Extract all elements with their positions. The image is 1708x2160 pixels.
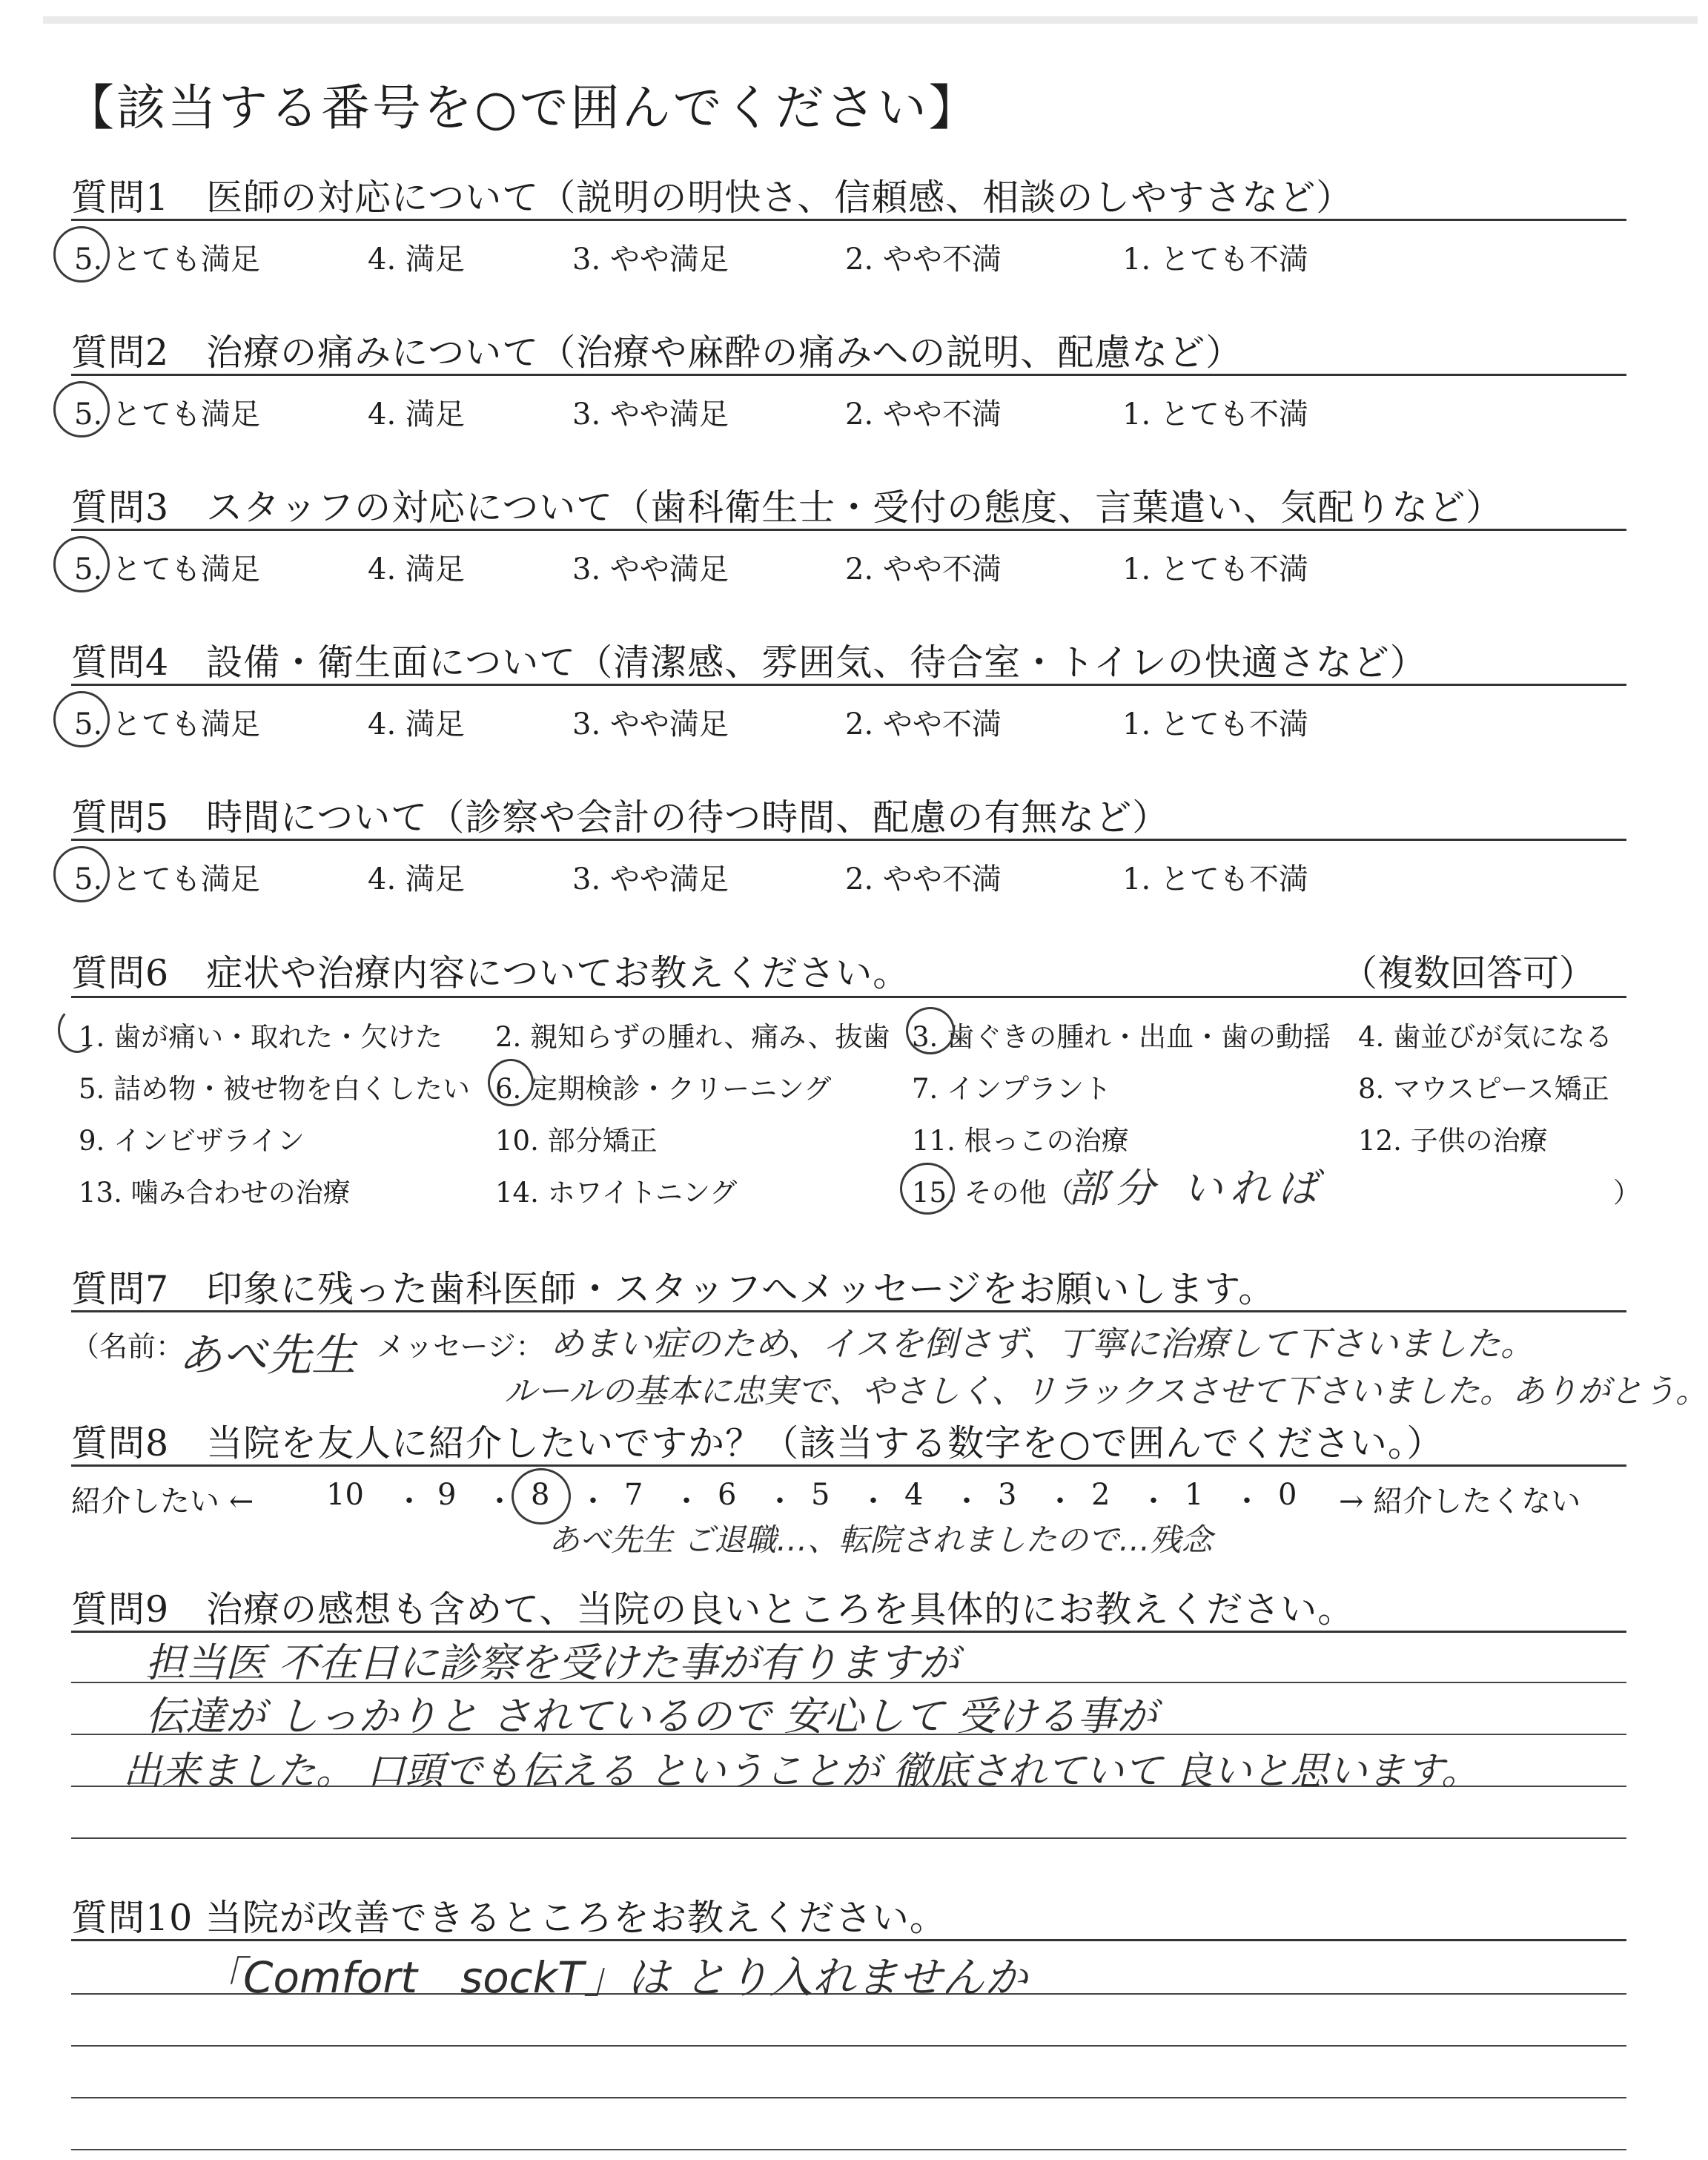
q9-writing-line <box>71 1837 1626 1839</box>
q2-option-5[interactable]: 5. とても満足 <box>74 397 260 432</box>
scan-top-edge <box>43 16 1698 24</box>
q10-writing-line <box>71 2149 1626 2150</box>
q6-selection-1-mark <box>58 1007 96 1053</box>
q5-option-3[interactable]: 3. やや満足 <box>572 862 729 896</box>
q1-option-2[interactable]: 2. やや不満 <box>845 242 1002 277</box>
question-4-rule <box>71 684 1626 686</box>
question-1-rule <box>71 219 1626 221</box>
q1-option-1[interactable]: 1. とても不満 <box>1122 242 1308 277</box>
q8-scale-dot: ・ <box>485 1484 514 1519</box>
question-8-title: 質問8 当院を友人に紹介したいですか？（該当する数字を○で囲んでください。） <box>71 1422 1444 1464</box>
q8-scale-10[interactable]: 10 <box>326 1478 364 1512</box>
q4-option-2[interactable]: 2. やや不満 <box>845 707 1002 742</box>
q8-scale-5[interactable]: 5 <box>811 1478 830 1512</box>
q6-option-1[interactable]: 1. 歯が痛い・取れた・欠けた <box>79 1021 443 1053</box>
q6-option-8[interactable]: 8. マウスピース矯正 <box>1358 1073 1609 1105</box>
question-3-rule <box>71 529 1626 531</box>
q6-other-close-paren: ） <box>1613 1177 1641 1209</box>
question-6-rule <box>71 996 1626 998</box>
q8-scale-dot: ・ <box>394 1484 424 1519</box>
q6-option-14[interactable]: 14. ホワイトニング <box>495 1177 738 1209</box>
question-9-title: 質問9 治療の感想も含めて、当院の良いところを具体的にお教えください。 <box>71 1588 1355 1631</box>
q8-scale-2[interactable]: 2 <box>1091 1478 1110 1512</box>
q6-selection-6-circle <box>488 1059 534 1106</box>
q8-scale-9[interactable]: 9 <box>437 1478 457 1512</box>
q8-scale-3[interactable]: 3 <box>998 1478 1017 1512</box>
q6-option-15[interactable]: 15. その他（ <box>912 1177 1074 1209</box>
q8-scale-dot: ・ <box>765 1484 795 1519</box>
q3-selection-circle <box>53 536 110 592</box>
question-4-title: 質問4 設備・衛生面について（清潔感、雰囲気、待合室・トイレの快適さなど） <box>71 641 1427 684</box>
q4-option-3[interactable]: 3. やや満足 <box>572 707 729 742</box>
q8-scale-dot: ・ <box>858 1484 888 1519</box>
q6-option-7[interactable]: 7. インプラント <box>912 1073 1112 1105</box>
q6-option-3[interactable]: 3. 歯ぐきの腫れ・出血・歯の動揺 <box>912 1021 1331 1053</box>
q6-option-2[interactable]: 2. 親知らずの腫れ、痛み、抜歯 <box>495 1021 890 1053</box>
q4-option-1[interactable]: 1. とても不満 <box>1122 707 1308 742</box>
q8-scale-4[interactable]: 4 <box>904 1478 924 1512</box>
q4-selection-circle <box>53 691 110 747</box>
q6-option-10[interactable]: 10. 部分矯正 <box>495 1125 658 1157</box>
q6-option-12[interactable]: 12. 子供の治療 <box>1358 1125 1548 1157</box>
q8-scale-1[interactable]: 1 <box>1185 1478 1204 1512</box>
question-10-title: 質問10 当院が改善できるところをお教えください。 <box>71 1897 947 1939</box>
question-1-title: 質問1 医師の対応について（説明の明快さ、信頼感、相談のしやすさなど） <box>71 176 1354 219</box>
question-5-rule <box>71 839 1626 841</box>
q1-selection-circle <box>53 226 110 283</box>
question-6-note: （複数回答可） <box>1340 952 1595 994</box>
q5-option-2[interactable]: 2. やや不満 <box>845 862 1002 896</box>
q4-option-5[interactable]: 5. とても満足 <box>74 707 260 742</box>
q7-message-line-1: めまい症のため、イスを倒さず、丁寧に治療して下さいました。 <box>550 1324 1535 1364</box>
q6-other-handwritten: 部分 いれば <box>1068 1165 1325 1212</box>
q6-selection-15-circle <box>900 1163 955 1215</box>
q8-scale-dot: ・ <box>952 1484 982 1519</box>
q3-option-2[interactable]: 2. やや不満 <box>845 552 1002 587</box>
q3-option-5[interactable]: 5. とても満足 <box>74 552 260 587</box>
q3-option-3[interactable]: 3. やや満足 <box>572 552 729 587</box>
question-2-title: 質問2 治療の痛みについて（治療や麻酔の痛みへの説明、配慮など） <box>71 331 1243 374</box>
q10-writing-line <box>71 2045 1626 2047</box>
q2-option-3[interactable]: 3. やや満足 <box>572 397 729 432</box>
q8-scale-dot: ・ <box>1232 1484 1262 1519</box>
q8-scale-dot: ・ <box>1139 1484 1168 1519</box>
q1-option-5[interactable]: 5. とても満足 <box>74 242 260 277</box>
question-2-rule <box>71 374 1626 376</box>
q7-name-label: （名前： <box>71 1330 185 1363</box>
q6-option-13[interactable]: 13. 噛み合わせの治療 <box>79 1177 351 1209</box>
q8-handwritten-note: あべ先生 ご退職…、転院されましたので…残念 <box>549 1522 1213 1558</box>
question-7-title: 質問7 印象に残った歯科医師・スタッフへメッセージをお願いします。 <box>71 1268 1276 1310</box>
q4-option-4[interactable]: 4. 満足 <box>368 707 465 742</box>
q6-option-4[interactable]: 4. 歯並びが気になる <box>1358 1021 1613 1053</box>
q5-option-4[interactable]: 4. 満足 <box>368 862 465 896</box>
q5-option-5[interactable]: 5. とても満足 <box>74 862 260 896</box>
q6-option-5[interactable]: 5. 詰め物・被せ物を白くしたい <box>79 1073 471 1105</box>
q6-option-11[interactable]: 11. 根っこの治療 <box>912 1125 1129 1157</box>
q5-selection-circle <box>53 846 110 902</box>
q2-selection-circle <box>53 381 110 437</box>
q1-option-4[interactable]: 4. 満足 <box>368 242 465 277</box>
q9-handwritten-line-3: 出来ました。 口頭でも伝える ということが 徹底されていて 良いと思います。 <box>123 1749 1480 1794</box>
q8-scale-8[interactable]: 8 <box>531 1478 550 1512</box>
q6-selection-3-circle <box>906 1007 955 1054</box>
q8-scale-0[interactable]: 0 <box>1278 1478 1297 1512</box>
form-heading: 【該当する番号を○で囲んでください】 <box>65 79 980 136</box>
q10-handwritten-line-1: 「Comfort sockT」は とり入れませんか <box>200 1952 1028 2003</box>
q7-name-handwritten: あべ先生 <box>178 1330 356 1381</box>
q9-handwritten-line-2: 伝達が しっかりと されているので 安心して 受ける事が <box>145 1693 1157 1740</box>
q6-option-6[interactable]: 6. 定期検診・クリーニング <box>495 1073 832 1105</box>
q3-option-1[interactable]: 1. とても不満 <box>1122 552 1308 587</box>
question-5-title: 質問5 時間について（診察や会計の待つ時間、配慮の有無など） <box>71 796 1170 839</box>
q2-option-2[interactable]: 2. やや不満 <box>845 397 1002 432</box>
q2-option-1[interactable]: 1. とても不満 <box>1122 397 1308 432</box>
q8-scale-dot: ・ <box>1045 1484 1075 1519</box>
question-10-rule <box>71 1939 1626 1941</box>
q8-scale-6[interactable]: 6 <box>718 1478 737 1512</box>
question-7-rule <box>71 1310 1626 1312</box>
q8-scale-7[interactable]: 7 <box>624 1478 643 1512</box>
q3-option-4[interactable]: 4. 満足 <box>368 552 465 587</box>
question-3-title: 質問3 スタッフの対応について（歯科衛生士・受付の態度、言葉遣い、気配りなど） <box>71 486 1503 529</box>
q8-right-label: → 紹介したくない <box>1339 1484 1581 1519</box>
q6-option-9[interactable]: 9. インビザライン <box>79 1125 305 1157</box>
question-6-title: 質問6 症状や治療内容についてお教えください。 <box>71 952 910 994</box>
question-8-rule <box>71 1464 1626 1467</box>
q10-writing-line <box>71 2097 1626 2098</box>
q8-left-label: 紹介したい ← <box>71 1484 254 1519</box>
q7-message-label: メッセージ： <box>377 1330 544 1363</box>
q8-scale-dot: ・ <box>672 1484 701 1519</box>
q5-option-1[interactable]: 1. とても不満 <box>1122 862 1308 896</box>
q8-scale-dot: ・ <box>578 1484 608 1519</box>
q1-option-3[interactable]: 3. やや満足 <box>572 242 729 277</box>
q9-handwritten-line-1: 担当医 不在日に診察を受けた事が有りますが <box>145 1639 959 1686</box>
q7-message-line-2: ルールの基本に忠実で、やさしく、リラックスさせて下さいました。ありがとう。 <box>504 1373 1708 1410</box>
q2-option-4[interactable]: 4. 満足 <box>368 397 465 432</box>
